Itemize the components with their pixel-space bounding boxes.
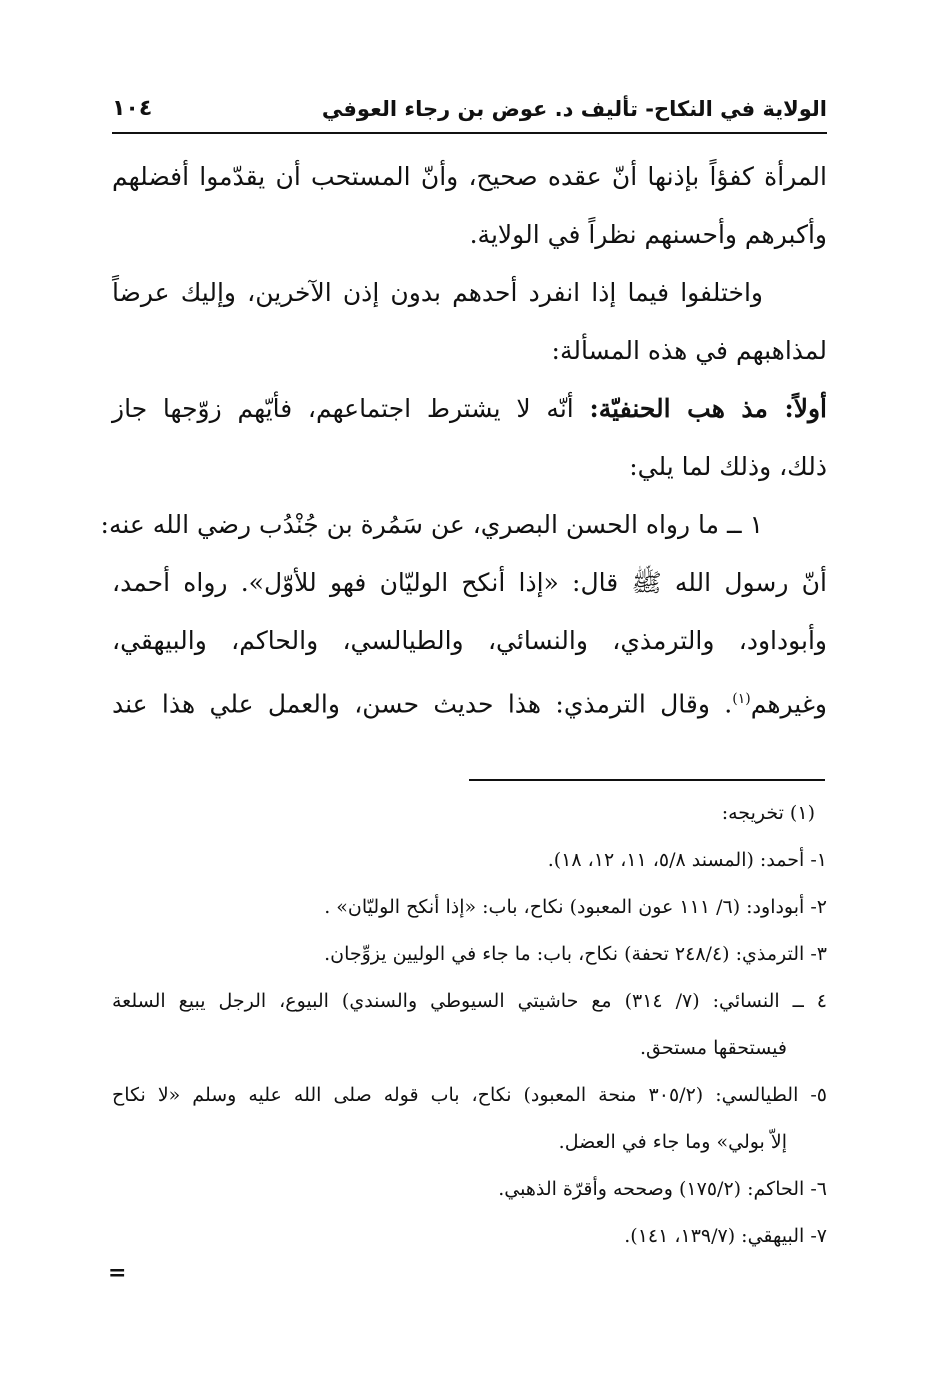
text-run: وغيرهم [750,689,827,719]
page-number: ١٠٤ [112,96,153,121]
text-line: وأكبرهم وأحسنهم نظراً في الولاية. [469,220,827,249]
footnote-item: ٧- البيهقي: (١٣٩/٧، ١٤١). [624,1225,827,1247]
text-line: لمذاهبهم في هذه المسألة: [551,336,827,365]
running-header [112,92,827,128]
text-run: . وقال الترمذي: هذا حديث حسن، والعمل علي هذا عند [112,689,733,719]
footnote-item: ٦- الحاكم: (١٧٥/٢) وصححه وأقرّة الذهبي. [498,1178,827,1200]
text-line: ذلك، وذلك لما يلي: [629,452,827,481]
main-text [100,148,827,728]
footnote-item-continuation: فيستحقها مستحق. [640,1037,787,1059]
section-heading: أولاً: مذ هب الحنفيّة: [589,394,827,423]
text-line: واختلفوا فيما إذا انفرد أحدهم بدون إذن الآخرين، وإليك عرضاً [112,278,763,307]
footnote-heading: (١) تخريجه: [721,802,815,824]
running-title: الولاية في النكاح- تأليف د. عوض بن رجاء العوفي [321,97,827,121]
text-run: أنّه لا يشترط اجتماعهم، فأيّهم زوّجها جاز [112,394,590,423]
continuation-mark: = [108,1260,127,1286]
footnote-item: ١- أحمد: (المسند ٥/٨، ١١، ١٢، ١٨). [547,849,827,871]
text-line [112,670,827,728]
footnote-item: ٣- الترمذي: (٢٤٨/٤ تحفة) نكاح، باب: ما جاء في الوليين يزوِّجان. [324,943,827,965]
text-line [112,380,827,438]
footnote-item-continuation: إلاّ بولي» وما جاء في العضل. [558,1131,787,1153]
text-line: أنّ رسول الله ﷺ قال: «إذا أنكح الوليّان فهو للأوّل». رواه أحمد، [112,568,827,597]
footnote-item: ٢- أبوداود: (٦/ ١١١ عون المعبود) نكاح، باب: «إذا أنكح الوليّان» . [324,896,827,918]
text-line: المرأة كفؤاً بإذنها أنّ عقده صحيح، وأنّ المستحب أن يقدّموا أفضلهم [112,162,827,191]
footnote-ref[interactable]: (١) [732,691,751,707]
footnote-item: ٤ ــ النسائي: (٧/ ٣١٤) مع حاشيتي السيوطي والسندي) البيوع، الرجل يبيع السلعة [112,990,827,1012]
text-line: وأبوداود، والترمذي، والنسائي، والطيالسي، والحاكم، والبيهقي، [112,626,827,655]
footnote-item: ٥- الطيالسي: (٣٠٥/٢ منحة المعبود) نكاح، باب قوله صلى الله عليه وسلم «لا نكاح [112,1084,827,1106]
footnote-separator [469,779,825,781]
text-line: ١ ــ ما رواه الحسن البصري، عن سَمُرة بن جُنْدُب رضي الله عنه: [100,510,763,539]
header-rule [112,132,827,134]
footnotes [112,790,827,1260]
